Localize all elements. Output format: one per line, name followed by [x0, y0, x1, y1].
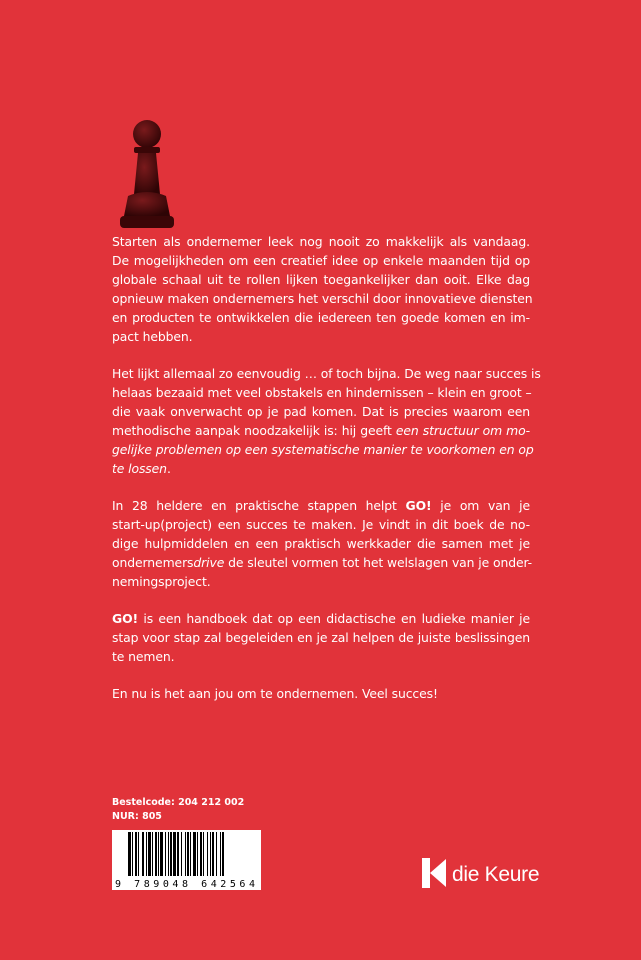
text-line — [112, 534, 530, 553]
text-segment: Het lijkt allemaal zo eenvoudig … of toch bijna. De weg naar succes is — [112, 366, 541, 381]
paragraph — [112, 364, 541, 478]
barcode-bar — [138, 832, 139, 876]
barcode-bar — [210, 832, 211, 876]
italic-text: drive — [193, 555, 225, 570]
text-segment: helaas bezaaid met veel obstakels en hindernissen – klein en groot – — [112, 385, 532, 400]
barcode-bar — [203, 832, 204, 876]
text-line — [112, 402, 530, 421]
barcode-bar — [181, 832, 182, 876]
text-segment: start-up(project) een succes te maken. Je vindt in dit boek de no- — [112, 517, 530, 532]
italic-text: te lossen — [112, 461, 167, 476]
text-segment: de sleutel vormen tot het welslagen van je onder- — [224, 555, 533, 570]
text-line — [112, 289, 533, 308]
text-line — [112, 609, 530, 628]
text-line — [112, 308, 530, 327]
text-segment: en producten te ontwikkelen die iedereen ten goede komen en im- — [112, 310, 530, 325]
barcode-bar — [158, 832, 159, 876]
barcode-bar — [197, 832, 198, 876]
text-line — [112, 364, 541, 383]
die-keure-logo-icon — [422, 858, 448, 892]
publisher-name: die Keure — [452, 863, 540, 886]
barcode-bar — [168, 832, 169, 876]
text-segment: opnieuw maken ondernemers het verschil door innovatieve diensten — [112, 291, 533, 306]
barcode-bar — [193, 832, 196, 876]
text-line — [112, 440, 534, 459]
barcode-bar — [190, 832, 191, 876]
text-line — [112, 647, 530, 666]
barcode-bar — [148, 832, 151, 876]
italic-text: gelijke problemen op een systematische manier te voorkomen en op — [112, 442, 534, 457]
barcode-bar — [152, 832, 153, 876]
text-segment: Starten als ondernemer leek nog nooit zo makkelijk als vandaag. — [112, 234, 530, 249]
text-line — [112, 515, 530, 534]
text-line — [112, 383, 530, 402]
barcode-bar — [216, 832, 217, 876]
barcode-bar — [142, 832, 144, 876]
paragraph — [112, 496, 533, 591]
text-line — [112, 628, 530, 647]
text-line — [112, 251, 530, 270]
barcode-bar — [135, 832, 137, 876]
text-line — [112, 572, 530, 591]
text-segment: En nu is het aan jou om te ondernemen. Veel succes! — [112, 686, 438, 701]
text-segment: die vaak onverwacht op je pad komen. Dat is precies waarom een — [112, 404, 530, 419]
text-line — [112, 553, 533, 572]
barcode-bar — [170, 832, 172, 876]
italic-text: een structuur om mo- — [395, 423, 530, 438]
text-segment: . — [166, 461, 171, 476]
bold-text: GO! — [405, 498, 432, 513]
barcode-bar — [222, 832, 224, 876]
text-line — [112, 232, 530, 251]
text-segment: is een handboek dat op een didactische en ludieke manier je — [138, 611, 530, 626]
barcode-bar — [212, 832, 214, 876]
text-segment: te nemen. — [112, 649, 175, 664]
barcode-bar — [187, 832, 189, 876]
text-segment: globale schaal uit te rollen lijken toegankelijker dan ooit. Elke dag — [112, 272, 530, 287]
text-segment: nemingsproject. — [112, 574, 211, 589]
chess-pawn-icon — [112, 116, 182, 232]
barcode-bar — [165, 832, 166, 876]
text-segment: pact hebben. — [112, 329, 193, 344]
bold-text: GO! — [112, 611, 139, 626]
barcode-bar — [155, 832, 157, 876]
barcode-digits: 9 789048 642564 — [115, 879, 255, 890]
publisher-logo — [422, 858, 539, 892]
text-segment: In 28 heldere en praktische stappen helpt — [112, 498, 406, 513]
text-segment: De mogelijkheden om een creatief idee op enkele maanden tijd op — [112, 253, 530, 268]
text-segment: methodische aanpak noodzakelijk is: hij geeft — [112, 423, 396, 438]
barcode-bar — [207, 832, 208, 876]
text-segment: dige hulpmiddelen en een praktisch werkkader die samen met je — [112, 536, 530, 551]
text-line — [112, 270, 530, 289]
paragraph — [112, 609, 530, 666]
barcode-bar — [185, 832, 186, 876]
text-segment: je om van je — [431, 498, 530, 513]
back-cover-text — [112, 232, 541, 721]
paragraph — [112, 684, 530, 703]
barcode-bar — [173, 832, 176, 876]
barcode-bar — [128, 832, 131, 876]
barcode-bar — [200, 832, 202, 876]
barcode-bar — [160, 832, 163, 876]
paragraph — [112, 232, 533, 346]
barcode-bar — [132, 832, 133, 876]
nur-code: NUR: 805 — [112, 811, 162, 822]
text-line — [112, 327, 530, 346]
barcode-bar — [146, 832, 147, 876]
text-segment: ondernemers — [112, 555, 194, 570]
text-line — [112, 459, 530, 478]
text-line — [112, 684, 530, 703]
barcode-bar — [220, 832, 221, 876]
text-segment: stap voor stap zal begeleiden en je zal helpen de juiste beslissingen — [112, 630, 530, 645]
isbn-barcode — [112, 830, 261, 890]
text-line — [112, 421, 530, 440]
text-line — [112, 496, 530, 515]
barcode-bar — [177, 832, 179, 876]
order-code: Bestelcode: 204 212 002 — [112, 797, 245, 808]
book-meta — [112, 796, 244, 824]
